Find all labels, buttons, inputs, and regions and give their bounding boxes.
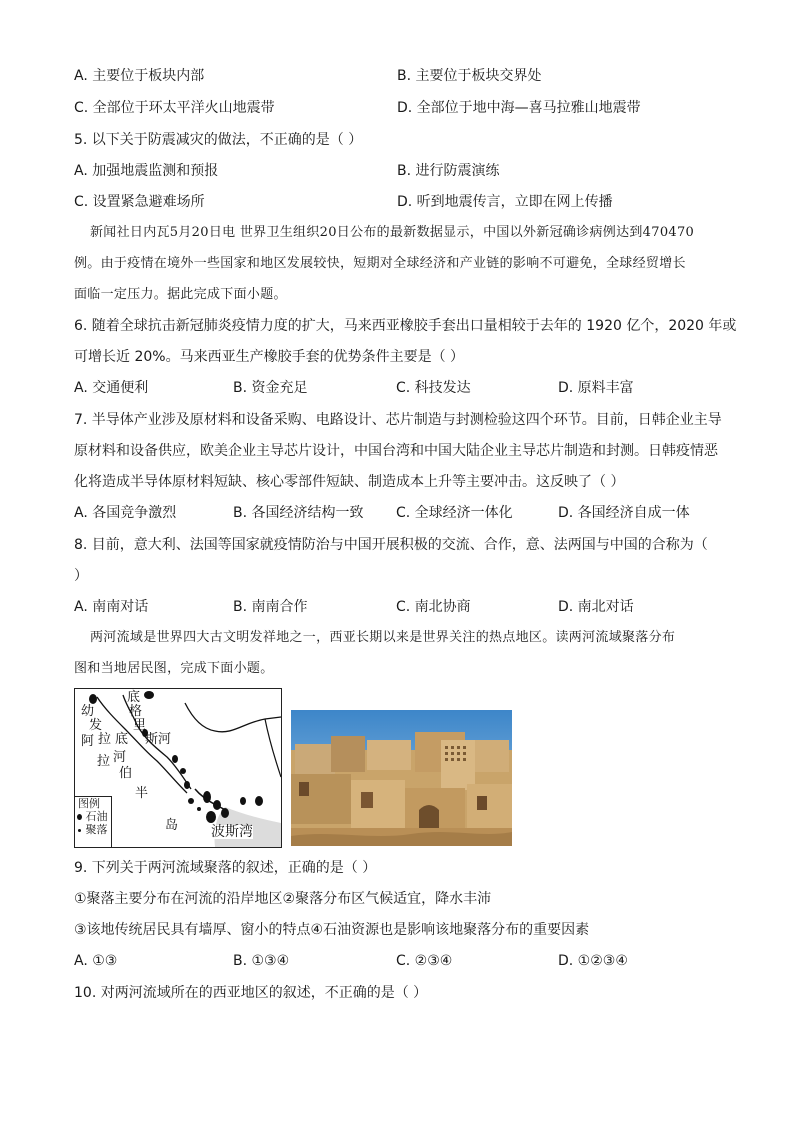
q8-option-b: B. 南南合作 <box>233 599 308 615</box>
q9-statement-line-1: ①聚落主要分布在河流的沿岸地区②聚落分布区气候适宜，降水丰沛 <box>74 891 492 907</box>
q4-option-c: C. 全部位于环太平洋火山地震带 <box>74 100 275 116</box>
map-label-12: 伯 <box>119 766 133 781</box>
q8-stem-line-2: ） <box>74 568 88 584</box>
q9-option-d: D. ①②③④ <box>558 953 628 969</box>
passage2-line-1: 两河流域是世界四大古文明发祥地之一，西亚长期以来是世界关注的热点地区。读两河流域聚落分布 <box>90 630 676 645</box>
q6-options <box>74 378 724 398</box>
map-label-14: 岛 <box>165 818 179 833</box>
q5-stem: 5. 以下关于防震减灾的做法，不正确的是（ ） <box>74 132 363 148</box>
q8-option-c: C. 南北协商 <box>396 599 471 615</box>
map-label-10: 拉 <box>97 754 111 769</box>
legend-oil-row <box>75 810 111 823</box>
map-label-6: 底 <box>127 690 141 705</box>
q5-option-d: D. 听到地震传言，立即在网上传播 <box>397 194 613 210</box>
q6-stem-line-2: 可增长近 20%。马来西亚生产橡胶手套的优势条件主要是（ ） <box>74 349 465 365</box>
map-label-15: 波斯湾 <box>211 824 253 840</box>
q7-stem-line-2: 原材料和设备供应，欧美企业主导芯片设计，中国台湾和中国大陆企业主导芯片制造和封测。日韩疫情恶 <box>74 443 718 459</box>
q6-option-c: C. 科技发达 <box>396 380 471 396</box>
q7-option-d: D. 各国经济自成一体 <box>558 505 690 521</box>
q7-options <box>74 503 724 523</box>
settlement-icon <box>78 829 81 832</box>
q6-stem-line-1: 6. 随着全球抗击新冠肺炎疫情力度的扩大，马来西亚橡胶手套出口量相较于去年的 1920 亿个，2020 年或 <box>74 318 737 334</box>
passage1-line-2: 例。由于疫情在境外一些国家和地区发展较快，短期对全球经济和产业链的影响不可避免，全球经贸增长 <box>74 256 686 271</box>
map-label-2: 发 <box>89 718 103 733</box>
q7-option-a: A. 各国竞争激烈 <box>74 505 177 521</box>
q10-stem: 10. 对两河流域所在的西亚地区的叙述，不正确的是（ ） <box>74 985 428 1001</box>
map-label-1: 幼 <box>81 704 95 719</box>
map-label-4: 底 <box>115 732 129 747</box>
q5-option-c: C. 设置紧急避难场所 <box>74 194 205 210</box>
legend-title: 图例 <box>78 797 100 810</box>
map-legend <box>75 796 112 847</box>
q8-option-a: A. 南南对话 <box>74 599 149 615</box>
legend-settlement-row <box>75 823 111 836</box>
q8-stem-line-1: 8. 目前，意大利、法国等国家就疫情防治与中国开展积极的交流、合作，意、法两国与中国的合称为（ <box>74 537 708 553</box>
passage1-line-1: 新闻社日内瓦5月20日电 世界卫生组织20日公布的最新数据显示，中国以外新冠确诊病例达到470470 <box>90 225 695 240</box>
map-label-8: 里 <box>133 718 147 733</box>
map-label-13: 半 <box>135 786 149 801</box>
legend-settlement-label: 聚落 <box>85 823 108 836</box>
q7-stem-line-3: 化将造成半导体原材料短缺、核心零部件短缺、制造成本上升等主要冲击。这反映了（ ） <box>74 474 625 490</box>
q7-stem-line-1: 7. 半导体产业涉及原材料和设备采购、电路设计、芯片制造与封测检验这四个环节。目前，日韩企业主导 <box>74 412 722 428</box>
q9-option-a: A. ①③ <box>74 953 118 969</box>
map-label-11: 河 <box>113 750 127 765</box>
q6-option-a: A. 交通便利 <box>74 380 149 396</box>
legend-oil-label: 石油 <box>85 810 108 823</box>
settlement-distribution-map <box>74 688 282 848</box>
q6-option-d: D. 原料丰富 <box>558 380 634 396</box>
passage2-line-2: 图和当地居民图，完成下面小题。 <box>74 661 274 676</box>
map-label-7: 格 <box>129 704 143 719</box>
q7-option-c: C. 全球经济一体化 <box>396 505 513 521</box>
q4-option-a: A. 主要位于板块内部 <box>74 68 205 84</box>
local-dwellings-photo <box>291 710 512 846</box>
q5-option-a: A. 加强地震监测和预报 <box>74 163 219 179</box>
q5-option-b: B. 进行防震演练 <box>397 163 500 179</box>
oil-icon <box>77 814 82 820</box>
q4-option-b: B. 主要位于板块交界处 <box>397 68 542 84</box>
map-label-3: 拉 <box>98 732 112 747</box>
q9-statement-line-2: ③该地传统居民具有墙厚、窗小的特点④石油资源也是影响该地聚落分布的重要因素 <box>74 922 590 938</box>
q9-options <box>74 951 724 971</box>
q6-option-b: B. 资金充足 <box>233 380 308 396</box>
q9-option-b: B. ①③④ <box>233 953 290 969</box>
q8-options <box>74 597 724 617</box>
q8-option-d: D. 南北对话 <box>558 599 634 615</box>
passage1-line-3: 面临一定压力。据此完成下面小题。 <box>74 287 287 302</box>
q9-stem: 9. 下列关于两河流域聚落的叙述，正确的是（ ） <box>74 860 377 876</box>
map-label-9: 斯河 <box>145 732 172 747</box>
dwellings-illustration <box>291 710 512 846</box>
q4-option-d: D. 全部位于地中海—喜马拉雅山地震带 <box>397 100 641 116</box>
q7-option-b: B. 各国经济结构一致 <box>233 505 364 521</box>
map-label-5: 阿 <box>81 734 95 749</box>
q9-option-c: C. ②③④ <box>396 953 453 969</box>
